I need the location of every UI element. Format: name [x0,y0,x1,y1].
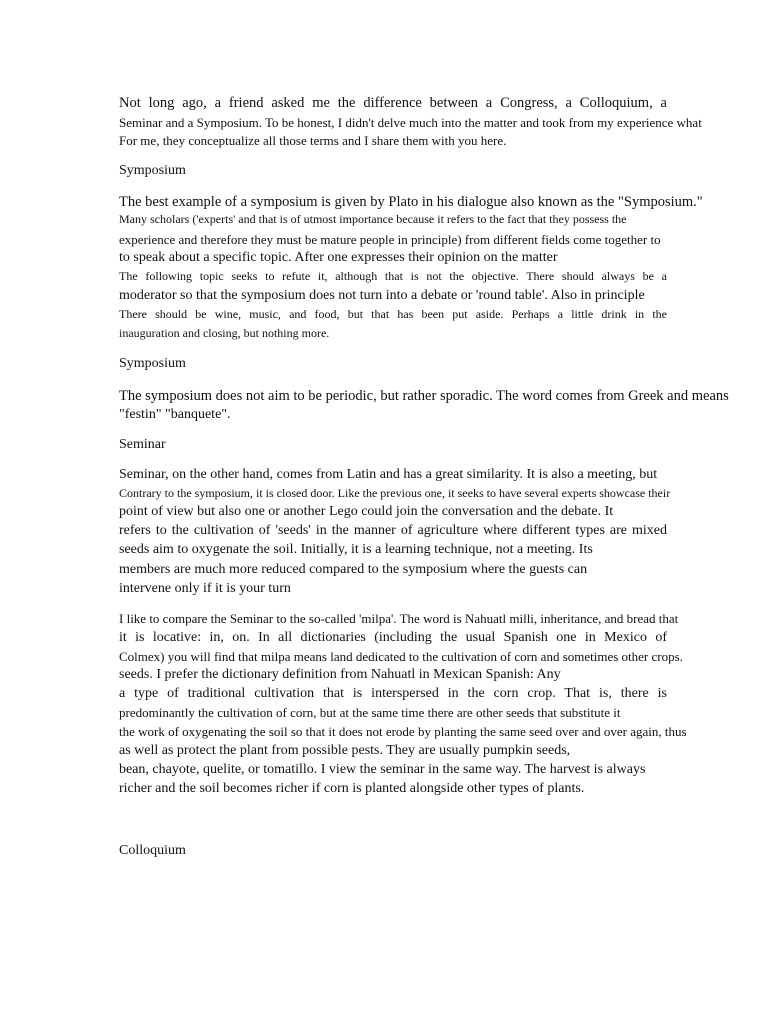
milpa-line-7: the work of oxygenating the soil so that it does not erode by planting the same seed over and over again, thus [119,724,687,739]
seminar-line-5: seeds aim to oxygenate the soil. Initially, it is a learning technique, not a meeting. Its [119,542,593,557]
symposium-line-5: The following topic seeks to refute it, although that is not the objective. There should always be a [119,269,667,283]
seminar-line-1: Seminar, on the other hand, comes from Latin and has a great similarity. It is also a meeting, but [119,467,658,482]
seminar-line-2: Contrary to the symposium, it is closed door. Like the previous one, it seeks to have several experts showcase their [119,486,671,500]
milpa-line-5: a type of traditional cultivation that is interspersed in the corn crop. That is, there is [119,686,667,701]
section-heading-seminar: Seminar [119,437,166,452]
symposium2-line-1: The symposium does not aim to be periodic, but rather sporadic. The word comes from Greek and means [119,388,729,404]
milpa-line-4: seeds. I prefer the dictionary definition from Nahuatl in Mexican Spanish: Any [119,667,561,682]
symposium-line-7: There should be wine, music, and food, but that has been put aside. Perhaps a little drink in the [119,307,667,321]
intro-line-2: Seminar and a Symposium. To be honest, I didn't delve much into the matter and took from my experience what [119,115,702,130]
symposium-line-3: experience and therefore they must be mature people in principle) from different fields come together to [119,232,661,247]
milpa-line-2: it is locative: in, on. In all dictionaries (including the usual Spanish one in Mexico of [119,630,667,645]
seminar-line-6: members are much more reduced compared to the symposium where the guests can [119,562,588,577]
symposium2-line-2: "festin" "banquete". [119,407,231,422]
milpa-line-10: richer and the soil becomes richer if corn is planted alongside other types of plants. [119,781,585,796]
milpa-line-6: predominantly the cultivation of corn, but at the same time there are other seeds that substitute it [119,705,621,720]
symposium-line-8: inauguration and closing, but nothing more. [119,326,330,340]
intro-line-3: For me, they conceptualize all those terms and I share them with you here. [119,133,507,148]
symposium-line-6: moderator so that the symposium does not turn into a debate or 'round table'. Also in principle [119,288,645,303]
seminar-line-3: point of view but also one or another Lego could join the conversation and the debate. It [119,504,614,519]
symposium-line-4: to speak about a specific topic. After one expresses their opinion on the matter [119,250,558,265]
symposium-line-2: Many scholars ('experts' and that is of utmost importance because it refers to the fact that they possess the [119,212,627,226]
intro-line-1: Not long ago, a friend asked me the difference between a Congress, a Colloquium, a [119,95,667,111]
seminar-line-7: intervene only if it is your turn [119,581,291,596]
milpa-line-9: bean, chayote, quelite, or tomatillo. I view the seminar in the same way. The harvest is always [119,762,646,777]
section-heading-symposium: Symposium [119,163,186,178]
seminar-line-4: refers to the cultivation of 'seeds' in the manner of agriculture where different types are mixed [119,523,667,538]
milpa-line-3: Colmex) you will find that milpa means land dedicated to the cultivation of corn and sometimes other crops. [119,649,683,664]
section-heading-colloquium: Colloquium [119,843,186,858]
symposium-line-1: The best example of a symposium is given by Plato in his dialogue also known as the "Symposium." [119,194,703,210]
section-heading-symposium-2: Symposium [119,356,186,371]
milpa-line-1: I like to compare the Seminar to the so-called 'milpa'. The word is Nahuatl milli, inheritance, and bread that [119,611,679,626]
milpa-line-8: as well as protect the plant from possible pests. They are usually pumpkin seeds, [119,743,571,758]
